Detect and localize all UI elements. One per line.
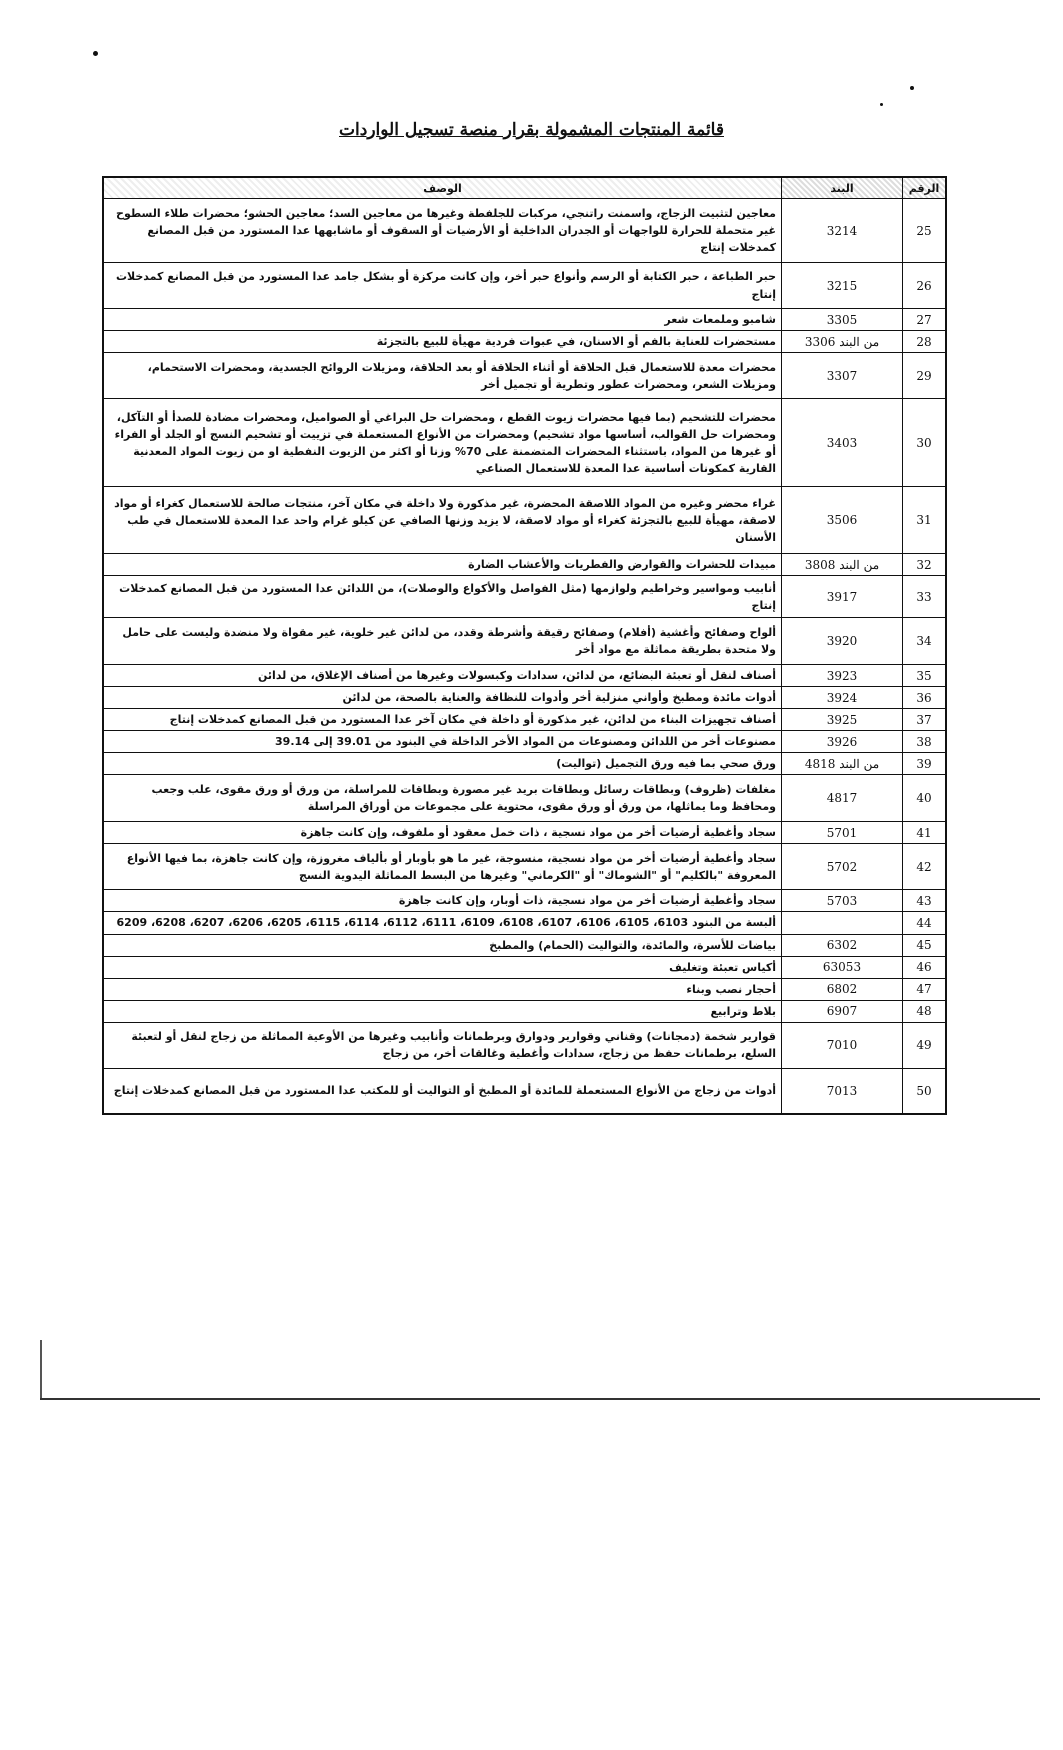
row-description: ألواح وصفائح وأغشية (أفلام) وصفائح رقيقة وأشرطة وقدد، من لدائن غير خلوية، غير مقواة ولا منضدة وليست على حامل ولا متحدة بطريقة مماثلة مع مواد أخر [103,618,782,665]
row-description: شامبو وملمعات شعر [103,309,782,331]
table-header-row [103,177,946,199]
row-number: 34 [903,618,947,665]
row-description: ورق صحي بما فيه ورق التجميل (تواليت) [103,753,782,775]
table-row [103,199,946,263]
row-number: 39 [903,753,947,775]
table-row [103,487,946,554]
row-hs-code: 5702 [782,844,903,890]
row-description: محضرات معدة للاستعمال قبل الحلاقة أو أثناء الحلاقة أو بعد الحلاقة، ومزيلات الروائح الجسدية، ومحضرات الاستحمام، ومزيلات الشعر، ومحضرات عطور وتطرية أو تجميل أخر [103,353,782,399]
row-hs-code: 3926 [782,731,903,753]
row-number: 41 [903,822,947,844]
table-row [103,1068,946,1114]
header-code: البند [782,177,903,199]
table-row [103,844,946,890]
document-title: قائمة المنتجات المشمولة بقرار منصة تسجيل الواردات [339,120,724,140]
row-description: سجاد وأغطية أرضيات أخر من مواد نسجية، منسوجة، غير ما هو بأوبار أو بألياف مغروزة، وإن كانت جاهزة، بما فيها الأنواع المعروفة "بالكليم" أو "الشوماك" أو "الكرماني" وغيرها من البسط المماثلة اليدوية النسج [103,844,782,890]
row-description: مغلفات (ظروف) وبطاقات رسائل وبطاقات بريد غير مصورة وبطاقات للمراسلة، من ورق أو ورق مقوى، علب وجعب ومحافظ وما يماثلها، من ورق أو ورق مقوى، محتوية على مجموعات من أوراق المراسلة [103,775,782,822]
table-row [103,576,946,618]
row-hs-code: 3923 [782,665,903,687]
row-hs-code: 7010 [782,1022,903,1068]
row-description: أدوات مائدة ومطبخ وأواني منزلية أخر وأدوات للنظافة والعناية بالصحة، من لدائن [103,687,782,709]
row-hs-code: 3924 [782,687,903,709]
row-description: أصناف تجهيزات البناء من لدائن، غير مذكورة أو داخلة في مكان آخر عدا المستورد من قبل المصانع كمدخلات إنتاج [103,709,782,731]
row-number: 37 [903,709,947,731]
row-description: سجاد وأغطية أرضيات أخر من مواد نسجية ، ذات خمل معقود أو ملفوف، وإن كانت جاهزة [103,822,782,844]
row-hs-code: 63053 [782,956,903,978]
header-desc: الوصف [103,177,782,199]
row-description: مصنوعات أخر من اللدائن ومصنوعات من المواد الأخر الداخلة في البنود من 39.01 إلى 39.14 [103,731,782,753]
row-hs-code: 4817 [782,775,903,822]
row-number: 48 [903,1000,947,1022]
row-description: مستحضرات للعناية بالفم أو الاسنان، في عبوات فردية مهيأة للبيع بالتجزئة [103,331,782,353]
row-number: 42 [903,844,947,890]
row-hs-code: 3214 [782,199,903,263]
row-number: 46 [903,956,947,978]
table-row [103,1022,946,1068]
table-row [103,309,946,331]
table-body [103,199,946,1115]
row-number: 47 [903,978,947,1000]
row-hs-code: 3307 [782,353,903,399]
row-number: 29 [903,353,947,399]
table-row [103,399,946,487]
row-number: 27 [903,309,947,331]
row-number: 32 [903,554,947,576]
row-description: معاجين لتثبيت الزجاج، واسمنت راتنجي، مركبات للجلفطة وغيرها من معاجين السد؛ معاجين الحشو؛ محضرات طلاء السطوح غير متحملة للحرارة للواجهات أو الجدران الداخلية أو الأرضيات أو السقوف أو ماشابهها عدا المستورد من قبل المصانع كمدخلات إنتاج [103,199,782,263]
row-description: محضرات للتشحيم (بما فيها محضرات زيوت القطع ، ومحضرات حل البراغي أو الصواميل، ومحضرات مضادة للصدأ أو التآكل، ومحضرات حل القوالب، أساسها مواد تشحيم) ومحضرات من الأنواع المستعملة في تزييت أو تشحيم النسج أو الجلد أو الفراء أو غيرها من المواد، باستثناء المحضرات المتضمنة على 70% وزنا أو اكثر من الزيوت النفطية او من زيوت المواد المعدنية القارية كمكونات أساسية عدا المعدة للاستعمال الصناعي [103,399,782,487]
table-row [103,912,946,934]
table-row [103,890,946,912]
row-number: 30 [903,399,947,487]
row-hs-code: 3506 [782,487,903,554]
row-hs-code: 6302 [782,934,903,956]
row-description: قوارير شخمة (دمجانات) وقناني وقوارير ودوارق وبرطمانات وأنابيب وغيرها من الأوعية المماثلة من زجاج لنقل أو لتعبئة السلع، برطمانات حفظ من زجاج، سدادات وأغطية وغالقات أخر، من زجاج [103,1022,782,1068]
row-hs-code: 6802 [782,978,903,1000]
table-row [103,934,946,956]
row-number: 38 [903,731,947,753]
row-description: بلاط وترابيع [103,1000,782,1022]
row-description: بياضات للأسرة، والمائدة، والتواليت (الحمام) والمطبخ [103,934,782,956]
row-description: أنابيب ومواسير وخراطيم ولوازمها (مثل الفواصل والأكواع والوصلات)، من اللدائن عدا المستورد من قبل المصانع كمدخلات إنتاج [103,576,782,618]
row-hs-code: 3917 [782,576,903,618]
row-description: ألبسة من البنود 6103، 6105، 6106، 6107، 6108، 6109، 6111، 6112، 6114، 6115، 6205، 6206، 6207، 6208، 6209 [103,912,782,934]
row-number: 43 [903,890,947,912]
scan-speck [910,86,914,90]
row-hs-code [782,912,903,934]
row-hs-code: 6907 [782,1000,903,1022]
row-number: 31 [903,487,947,554]
row-description: أدوات من زجاج من الأنواع المستعملة للمائدة أو المطبخ أو التواليت أو للمكتب عدا المستورد من قبل المصانع كمدخلات إنتاج [103,1068,782,1114]
row-description: حبر الطباعة ، حبر الكتابة أو الرسم وأنواع حبر أخر، وإن كانت مركزة أو بشكل جامد عدا المستورد من قبل المصانع كمدخلات إنتاج [103,263,782,309]
row-hs-code: 5701 [782,822,903,844]
row-hs-code: 3920 [782,618,903,665]
table-row [103,263,946,309]
row-number: 49 [903,1022,947,1068]
row-hs-code: من البند 4818 [782,753,903,775]
table-row [103,709,946,731]
row-number: 50 [903,1068,947,1114]
row-hs-code: 3403 [782,399,903,487]
row-number: 36 [903,687,947,709]
scan-speck [93,51,98,56]
table-row [103,665,946,687]
table-row [103,353,946,399]
table-row [103,618,946,665]
row-hs-code: 5703 [782,890,903,912]
row-hs-code: 3305 [782,309,903,331]
scan-edge-line [40,1340,42,1398]
table-row [103,978,946,1000]
table-row [103,775,946,822]
scan-edge-line [40,1398,1040,1400]
row-number: 26 [903,263,947,309]
row-description: أصناف لنقل أو تعبئة البضائع، من لدائن، سدادات وكبسولات وغيرها من أصناف الإغلاق، من لدائن [103,665,782,687]
row-number: 44 [903,912,947,934]
row-hs-code: من البند 3306 [782,331,903,353]
row-hs-code: 3215 [782,263,903,309]
row-number: 35 [903,665,947,687]
row-description: سجاد وأغطية أرضيات أخر من مواد نسجية، ذات أوبار، وإن كانت جاهزة [103,890,782,912]
row-hs-code: 3925 [782,709,903,731]
table-row [103,822,946,844]
table-row [103,753,946,775]
row-hs-code: من البند 3808 [782,554,903,576]
table-row [103,331,946,353]
scan-speck [880,103,883,106]
row-hs-code: 7013 [782,1068,903,1114]
row-description: أكياس تعبئة وتغليف [103,956,782,978]
row-number: 40 [903,775,947,822]
table-row [103,1000,946,1022]
header-num: الرقم [903,177,947,199]
row-description: أحجار نصب وبناء [103,978,782,1000]
products-table [102,176,947,1115]
table-row [103,554,946,576]
table-row [103,956,946,978]
row-number: 33 [903,576,947,618]
row-number: 28 [903,331,947,353]
row-description: غراء محضر وغيره من المواد اللاصقة المحضرة، غير مذكورة ولا داخلة في مكان آخر، منتجات صالحة للاستعمال كغراء أو مواد لاصقة، مهيأة للبيع بالتجزئة كغراء أو مواد لاصقة، لا يزيد وزنها الصافي عن كيلو غرام واحد عدا المعدة للاستعمال في طب الأسنان [103,487,782,554]
row-number: 25 [903,199,947,263]
table-row [103,731,946,753]
row-number: 45 [903,934,947,956]
row-description: مبيدات للحشرات والقوارض والفطريات والأعشاب الضارة [103,554,782,576]
table-row [103,687,946,709]
